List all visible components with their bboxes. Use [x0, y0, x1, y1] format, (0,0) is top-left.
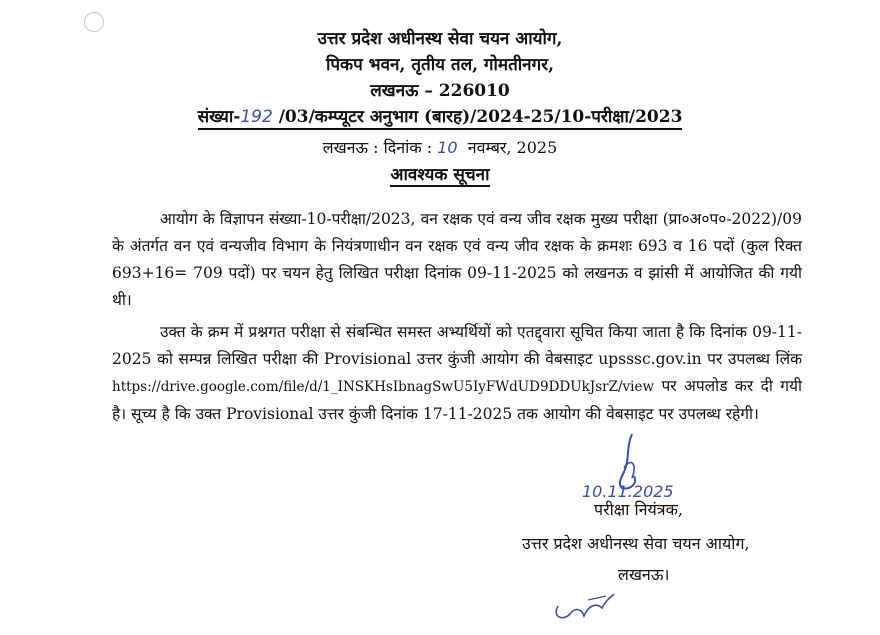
notice-title: [0, 162, 880, 185]
header-line-1: उत्तर प्रदेश अधीनस्थ सेवा चयन आयोग,: [317, 29, 563, 49]
reference-suffix: /03/कम्प्यूटर अनुभाग (बारह)/2024-25/10-परीक्षा/2023: [278, 107, 683, 127]
dateline-suffix: नवम्बर, 2025: [467, 138, 558, 157]
reference-handwritten-number: 192: [240, 107, 273, 127]
paragraph-1: [112, 206, 802, 314]
signatory-city: लखनऊ।: [618, 565, 670, 584]
answer-key-link[interactable]: https://drive.google.com/file/d/1_INSKHsIbnagSwU5IyFWdUD9DDUkJsrZ/view: [112, 379, 655, 395]
paragraph-2: [112, 319, 802, 428]
header-line-3: लखनऊ – 226010: [370, 81, 510, 101]
paragraph-1-text: आयोग के विज्ञापन संख्या-10-परीक्षा/2023, वन रक्षक एवं वन्य जीव रक्षक मुख्य परीक्षा (प्रा०अ०प०-2022)/09 के अंतर्गत वन एवं वन्यजीव विभाग के नियंत्रणाधीन वन रक्षक एवं वन्य जीव रक्षक के क्रमशः 693 व 16 पदों (कुल रिक्त 693+16= 709 पदों) पर चयन हेतु लिखित परीक्षा दिनांक 09-11-2025 को लखनऊ व झांसी में आयोजित की गयी थी।: [112, 210, 802, 309]
initials-scribble-icon: [548, 586, 618, 626]
paragraph-2-part-1: उक्त के क्रम में प्रश्नगत परीक्षा से संबन्धित समस्त अभ्यर्थियों को एतद्द्वारा सूचित किया जाता है कि दिनांक 09-11-2025 को सम्पन्न लिखित परीक्षा की Provisional उत्तर कुंजी आयोग की वेबसाइट upsssc.gov.in पर उपलब्ध लिंक: [112, 323, 802, 368]
dateline-handwritten-day: 10: [437, 138, 458, 157]
header-line-2: पिकप भवन, तृतीय तल, गोमतीनगर,: [325, 55, 555, 75]
signatory-organisation: उत्तर प्रदेश अधीनस्थ सेवा चयन आयोग,: [522, 534, 750, 553]
reference-prefix: संख्या-: [197, 107, 241, 127]
paragraph-2-part-2: पर अपलोड कर दी गयी है। सूच्य है कि उक्त Provisional उत्तर कुंजी दिनांक 17-11-2025 तक आयोग की वेबसाइट पर उपलब्ध रहेगी।: [112, 377, 802, 423]
signatory-title: परीक्षा नियंत्रक,: [594, 500, 683, 519]
dateline: [0, 136, 880, 158]
signature-handwritten-date: 10.11.2025: [582, 482, 674, 501]
reference-number: [0, 104, 880, 127]
dateline-prefix: लखनऊ : दिनांक :: [322, 138, 433, 157]
notice-title-text: आवश्यक सूचना: [390, 165, 490, 185]
